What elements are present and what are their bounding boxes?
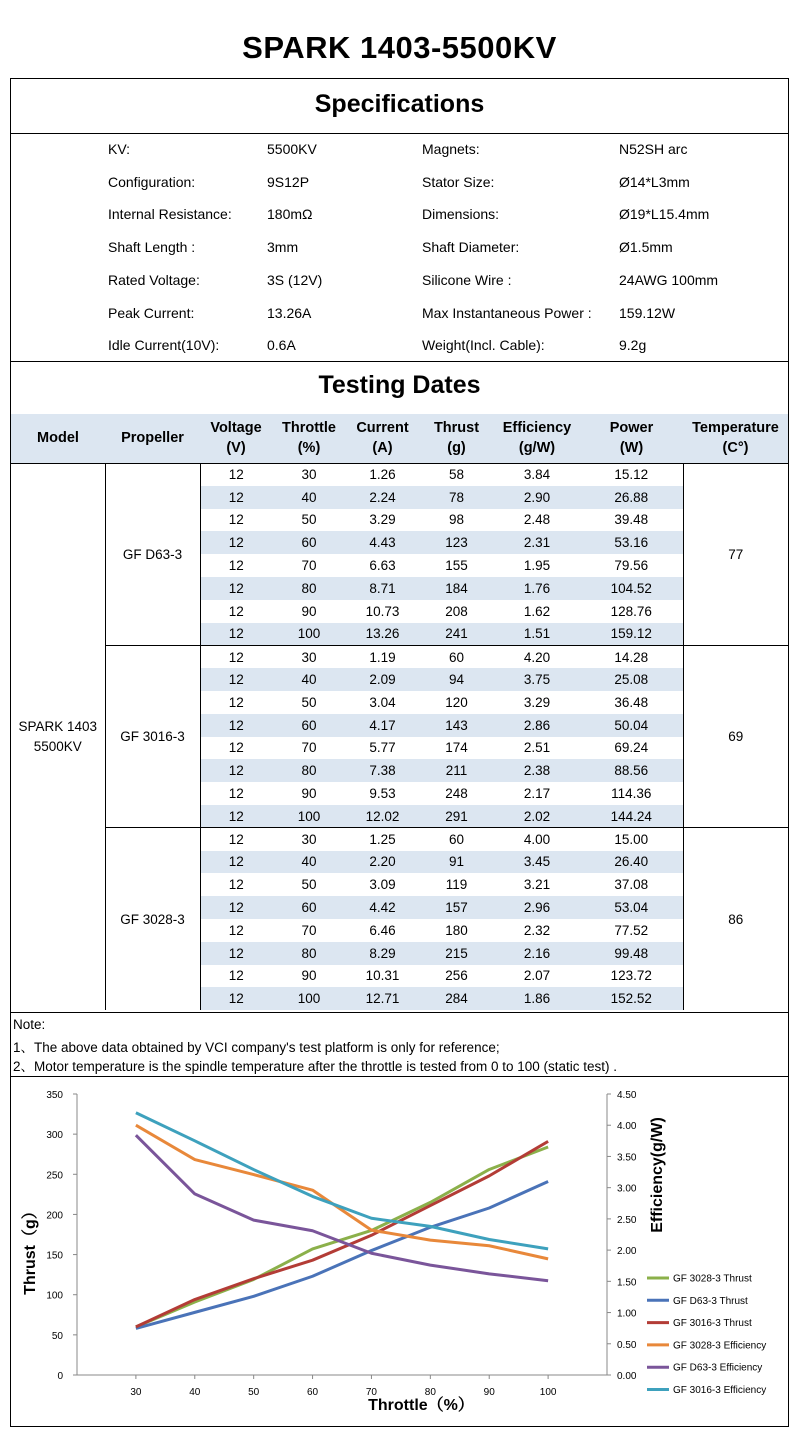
data-cell: 155 (445, 558, 468, 574)
data-cell: 152.52 (580, 987, 683, 1010)
column-header-label: Efficiency (502, 420, 572, 437)
data-cell: 60 (272, 714, 346, 737)
data-cell: 70 (301, 740, 317, 756)
data-cell: 90 (301, 968, 317, 984)
data-cell: 2.31 (494, 531, 580, 554)
data-cell: 4.43 (346, 531, 419, 554)
data-cell: 3.21 (523, 877, 551, 893)
spec-value: 5500KV (267, 141, 317, 157)
data-cell: 60 (272, 896, 346, 919)
data-cell: 256 (445, 968, 468, 984)
data-cell: 88.56 (580, 759, 683, 782)
performance-chart (11, 1077, 788, 1427)
data-cell: 40 (272, 851, 346, 874)
testing-heading: Testing Dates (318, 371, 481, 399)
spec-value: Ø19*L15.4mm (619, 206, 710, 223)
data-cell: 40 (272, 668, 346, 691)
data-cell: 119 (445, 877, 468, 893)
data-cell: 174 (445, 740, 468, 756)
data-cell: 80 (272, 759, 346, 782)
data-cell: 8.29 (346, 942, 419, 965)
data-cell: 12 (200, 577, 272, 600)
column-header-unit: (W) (619, 440, 644, 457)
data-cell: 15.12 (580, 463, 683, 486)
y2-tick-label: 3.50 (617, 1152, 637, 1164)
column-header-label: Throttle (282, 420, 336, 437)
column-header-unit: (g) (447, 440, 466, 457)
spec-label: Stator Size: (422, 173, 495, 190)
data-cell: 14.28 (580, 645, 683, 668)
data-cell: 215 (419, 942, 494, 965)
data-cell: 58 (448, 467, 465, 483)
data-cell: 208 (445, 603, 468, 619)
data-cell: 128.76 (580, 600, 683, 623)
spec-value: 9S12P (267, 173, 310, 190)
data-cell: 80 (272, 942, 346, 965)
column-header (419, 414, 494, 463)
data-cell: 3.84 (523, 467, 551, 483)
column-header (272, 414, 346, 463)
spec-value: N52SH arc (619, 141, 688, 157)
data-cell: 12 (228, 968, 244, 984)
y2-tick-label: 1.00 (617, 1308, 637, 1320)
data-cell: 12 (228, 740, 244, 756)
data-cell: 10.31 (365, 968, 400, 984)
y-tick-label: 0 (57, 1371, 63, 1382)
spec-label: Weight(Incl. Cable): (422, 337, 545, 354)
data-cell: 3.45 (494, 851, 580, 874)
data-cell: 2.48 (523, 512, 551, 528)
data-cell: 60 (419, 828, 494, 851)
data-cell: 12 (228, 877, 244, 893)
column-header-label: Voltage (210, 420, 262, 437)
data-cell: 104.52 (580, 577, 683, 600)
temperature-cell: 69 (683, 645, 788, 827)
data-cell: 77.52 (580, 919, 683, 942)
y2-tick-label: 3.00 (617, 1183, 637, 1195)
legend-label: GF 3028-3 Efficiency (673, 1340, 767, 1352)
spec-label: Idle Current(10V): (108, 337, 220, 354)
x-tick-label: 90 (483, 1387, 495, 1398)
data-cell: 12 (200, 828, 272, 851)
spec-label: Silicone Wire : (422, 271, 512, 288)
data-cell: 12 (228, 467, 244, 483)
data-cell: 3.75 (494, 668, 580, 691)
data-cell: 3.04 (369, 694, 396, 710)
spec-label: Shaft Diameter: (422, 239, 520, 256)
data-cell: 12 (200, 896, 272, 919)
divider (11, 1012, 788, 1013)
y2-tick-label: 0.00 (617, 1371, 637, 1382)
table-row (11, 645, 788, 668)
column-header (683, 414, 788, 463)
data-cell: 12.71 (346, 987, 419, 1010)
data-cell: 143 (419, 714, 494, 737)
data-cell: 12 (200, 531, 272, 554)
column-header-label: Current (356, 420, 409, 437)
note-line-1: 1、The above data obtained by VCI company's test platform is only for reference; (13, 1040, 500, 1055)
column-header-label: Temperature (692, 420, 779, 437)
data-cell: 30 (272, 645, 346, 668)
data-cell: 2.17 (523, 786, 551, 802)
column-header-label: Power (609, 420, 654, 437)
data-cell: 60 (272, 531, 346, 554)
test-data-table (11, 414, 788, 1010)
data-cell: 6.46 (369, 922, 396, 938)
data-cell: 69.24 (580, 737, 683, 760)
column-header-unit: (C°) (722, 440, 749, 457)
data-cell: 100 (272, 623, 346, 646)
propeller-cell: GF 3028-3 (105, 828, 200, 1010)
data-cell: 1.62 (523, 603, 551, 619)
data-cell: 79.56 (580, 554, 683, 577)
data-cell: 12 (200, 759, 272, 782)
data-cell: 50 (301, 877, 317, 893)
data-cell: 60 (419, 645, 494, 668)
data-cell: 80 (272, 577, 346, 600)
y2-tick-label: 0.50 (617, 1339, 637, 1351)
data-cell: 2.38 (494, 759, 580, 782)
data-cell: 1.76 (494, 577, 580, 600)
data-cell: 78 (419, 486, 494, 509)
y-tick-label: 200 (46, 1210, 63, 1222)
data-cell: 12 (228, 694, 244, 710)
x-tick-label: 60 (306, 1387, 319, 1398)
data-cell: 1.86 (494, 987, 580, 1010)
data-cell: 50.04 (580, 714, 683, 737)
column-header (580, 414, 683, 463)
data-cell: 13.26 (346, 623, 419, 646)
column-header (200, 414, 272, 463)
data-cell: 25.08 (580, 668, 683, 691)
data-cell: 2.02 (494, 805, 580, 828)
data-cell: 2.16 (494, 942, 580, 965)
spec-label: Configuration: (108, 173, 196, 190)
column-header-unit: (A) (372, 440, 393, 457)
data-cell: 159.12 (580, 623, 683, 646)
data-cell: 53.04 (580, 896, 683, 919)
divider (11, 133, 788, 134)
temperature-cell: 86 (683, 828, 788, 1010)
data-cell: 50 (301, 694, 317, 710)
data-cell: 12 (200, 851, 272, 874)
y2-tick-label: 1.50 (617, 1277, 637, 1289)
data-cell: 4.20 (494, 645, 580, 668)
spec-value: Ø14*L3mm (619, 173, 690, 190)
temperature-cell: 77 (728, 546, 744, 562)
x-tick-label: 50 (248, 1387, 260, 1398)
data-cell: 12 (200, 668, 272, 691)
data-cell: 2.09 (346, 668, 419, 691)
series-line-1 (136, 1182, 548, 1329)
y-tick-label: 100 (46, 1290, 63, 1302)
data-cell: 3.29 (369, 512, 396, 528)
spec-label: Peak Current: (108, 304, 195, 321)
propeller-cell: GF 3016-3 (105, 645, 200, 827)
x-tick-label: 30 (130, 1387, 142, 1398)
legend-label: GF D63-3 Efficiency (673, 1362, 763, 1374)
data-cell: 12.02 (346, 805, 419, 828)
spec-value: Ø1.5mm (619, 239, 673, 256)
data-cell: 12 (200, 942, 272, 965)
spec-value: 24AWG 100mm (619, 271, 719, 288)
y-axis-label: Thrust（g） (22, 1203, 39, 1295)
data-cell: 157 (419, 896, 494, 919)
data-cell: 12 (228, 558, 244, 574)
y2-tick-label: 2.00 (617, 1246, 637, 1258)
column-header (11, 414, 105, 463)
spec-value: 0.6A (267, 337, 296, 354)
data-cell: 284 (419, 987, 494, 1010)
data-cell: 1.95 (523, 558, 551, 574)
y-tick-label: 250 (46, 1170, 63, 1182)
data-cell: 9.53 (369, 786, 396, 802)
data-cell: 241 (419, 623, 494, 646)
data-cell: 4.17 (346, 714, 419, 737)
legend-label: GF 3016-3 Thrust (673, 1318, 752, 1330)
column-header-label: Model (37, 430, 79, 447)
data-cell: 91 (419, 851, 494, 874)
y-tick-label: 150 (46, 1250, 63, 1262)
data-cell: 120 (445, 694, 468, 710)
x-tick-label: 100 (539, 1387, 557, 1398)
data-cell: 40 (272, 486, 346, 509)
data-cell: 2.07 (523, 968, 551, 984)
data-cell: 100 (272, 805, 346, 828)
column-header (494, 414, 580, 463)
data-cell: 6.63 (369, 558, 396, 574)
data-cell: 99.48 (580, 942, 683, 965)
note-line-2: 2、Motor temperature is the spindle temperature after the throttle is tested from 0 to 100 (static test) . (13, 1059, 618, 1074)
series-line-5 (136, 1113, 548, 1249)
data-cell: 12 (228, 603, 244, 619)
data-cell: 12 (200, 805, 272, 828)
legend-label: GF 3028-3 Thrust (673, 1273, 752, 1285)
data-cell: 8.71 (346, 577, 419, 600)
data-cell: 2.20 (346, 851, 419, 874)
data-cell: 70 (301, 558, 317, 574)
propeller-cell: GF D63-3 (105, 463, 200, 645)
legend-label: GF 3016-3 Efficiency (673, 1385, 767, 1396)
data-cell: 1.26 (369, 467, 396, 483)
model-cell: SPARK 1403 5500KV (11, 463, 105, 1010)
data-cell: 144.24 (580, 805, 683, 828)
data-cell: 180 (445, 922, 468, 938)
data-cell: 98 (448, 512, 465, 528)
divider (11, 361, 788, 362)
data-cell: 90 (301, 603, 317, 619)
column-header-unit: (%) (297, 440, 321, 457)
spec-value: 159.12W (619, 304, 676, 321)
column-header (346, 414, 419, 463)
spec-label: Rated Voltage: (108, 271, 200, 288)
data-cell: 26.40 (580, 851, 683, 874)
legend-label: GF D63-3 Thrust (673, 1295, 748, 1307)
y2-tick-label: 2.50 (617, 1214, 637, 1226)
spec-label: Magnets: (422, 141, 480, 157)
y-tick-label: 300 (46, 1130, 63, 1142)
column-header-label: Thrust (433, 420, 480, 437)
page-title: SPARK 1403-5500KV (242, 30, 557, 65)
spec-label: Shaft Length : (108, 239, 196, 256)
data-cell: 15.00 (580, 828, 683, 851)
spec-label: Internal Resistance: (108, 206, 232, 223)
data-cell: 39.48 (580, 509, 683, 532)
data-cell: 2.51 (523, 740, 551, 756)
spec-value: 13.26A (267, 304, 312, 321)
column-header-unit: (V) (226, 440, 246, 457)
spec-value: 180mΩ (267, 206, 313, 223)
data-cell: 123 (419, 531, 494, 554)
x-tick-label: 40 (189, 1387, 201, 1398)
data-cell: 1.19 (346, 645, 419, 668)
data-cell: 2.86 (494, 714, 580, 737)
column-header-unit: (g/W) (518, 440, 556, 457)
x-tick-label: 80 (424, 1387, 436, 1398)
data-cell: 2.24 (346, 486, 419, 509)
data-cell: 30 (301, 467, 317, 483)
data-cell: 12 (228, 786, 244, 802)
data-cell: 12 (200, 623, 272, 646)
data-cell: 1.51 (494, 623, 580, 646)
data-cell: 5.77 (369, 740, 396, 756)
y2-tick-label: 4.00 (617, 1121, 637, 1133)
column-header (105, 414, 200, 463)
data-cell: 12 (200, 486, 272, 509)
spec-value: 9.2g (619, 337, 647, 354)
data-cell: 70 (301, 922, 317, 938)
spec-value: 3S (12V) (267, 271, 323, 288)
data-cell: 94 (419, 668, 494, 691)
data-cell: 3.09 (369, 877, 396, 893)
data-cell: 12 (200, 645, 272, 668)
data-cell: 36.48 (580, 691, 683, 714)
data-cell: 114.36 (580, 782, 683, 805)
data-cell: 2.96 (494, 896, 580, 919)
data-cell: 12 (228, 922, 244, 938)
spec-label: Dimensions: (422, 206, 500, 223)
data-cell: 291 (419, 805, 494, 828)
data-cell: 37.08 (580, 873, 683, 896)
data-cell: 90 (301, 786, 317, 802)
y-tick-label: 350 (46, 1090, 63, 1101)
y2-tick-label: 4.50 (617, 1090, 637, 1101)
data-cell: 10.73 (365, 603, 400, 619)
series-line-2 (136, 1141, 548, 1326)
spec-value: 3mm (267, 239, 299, 256)
data-cell: 3.29 (523, 694, 551, 710)
data-cell: 248 (445, 786, 468, 802)
data-cell: 50 (301, 512, 317, 528)
data-cell: 100 (272, 987, 346, 1010)
y-tick-label: 50 (51, 1330, 63, 1342)
spec-sheet (10, 78, 789, 1427)
data-cell: 2.32 (523, 922, 551, 938)
column-header-label: Propeller (121, 430, 184, 447)
data-cell: 30 (272, 828, 346, 851)
table-row (11, 463, 788, 486)
data-cell: 4.00 (494, 828, 580, 851)
spec-label: Max Instantaneous Power : (422, 304, 592, 321)
data-cell: 211 (419, 759, 494, 782)
data-cell: 12 (200, 987, 272, 1010)
data-cell: 7.38 (346, 759, 419, 782)
data-cell: 4.42 (346, 896, 419, 919)
specifications-heading: Specifications (314, 90, 485, 118)
data-cell: 123.72 (580, 965, 683, 988)
data-cell: 2.90 (494, 486, 580, 509)
spec-label: KV: (108, 141, 131, 157)
note-heading: Note: (13, 1017, 46, 1032)
x-axis-label: Throttle（%） (368, 1397, 474, 1414)
data-cell: 184 (419, 577, 494, 600)
x-tick-label: 70 (365, 1387, 378, 1398)
table-row (11, 828, 788, 851)
data-cell: 26.88 (580, 486, 683, 509)
data-cell: 53.16 (580, 531, 683, 554)
data-cell: 1.25 (346, 828, 419, 851)
data-cell: 12 (228, 512, 244, 528)
y2-axis-label: Efficiency(g/W) (649, 1117, 666, 1233)
data-cell: 12 (200, 714, 272, 737)
